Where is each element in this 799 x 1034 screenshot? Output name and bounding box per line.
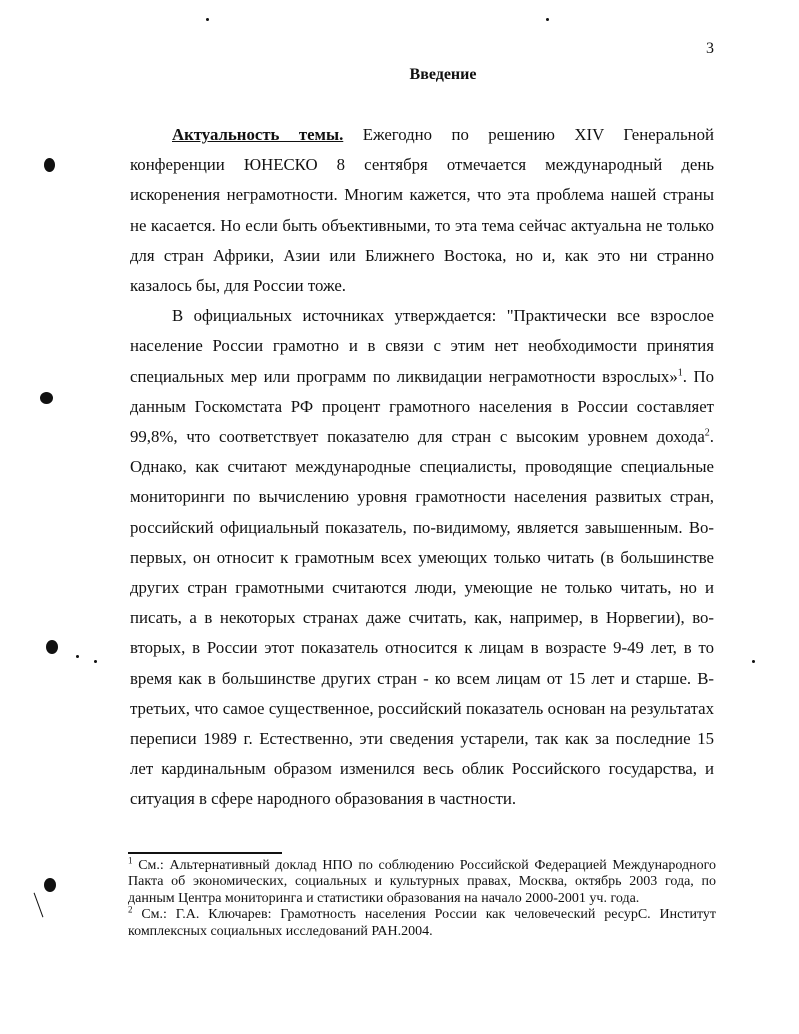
- footnote-2-mark: 2: [128, 904, 133, 915]
- intro-paragraph: [130, 120, 714, 301]
- footnote-2-text: См.: Г.А. Ключарев: Грамотность населения России как человеческий ресурС. Институт комплексных социальных исследований РАН.2004.: [128, 907, 716, 939]
- scan-speck: [40, 392, 53, 404]
- intro-lead: Актуальность темы.: [172, 125, 344, 144]
- scan-speck: [46, 640, 58, 654]
- scan-speck: [546, 18, 549, 21]
- page-title: Введение: [409, 66, 477, 83]
- scan-speck: [76, 655, 79, 658]
- scan-speck: [206, 18, 209, 21]
- main-text: [130, 120, 714, 815]
- paragraph-2-part1: В официальных источниках утверждается: "Практически все взрослое население России грамотно и в связи с этим нет необходимости принятия специальных мер или программ по ликвидации неграмотности взрослых»: [130, 306, 714, 386]
- scan-tail: [34, 893, 44, 918]
- scan-speck: [44, 158, 55, 172]
- intro-text: Ежегодно по решению XIV Генеральной конференции ЮНЕСКО 8 сентября отмечается международный день искоренения неграмотности. Многим кажется, что эта проблема нашей страны не касается. Но если быть объективными, то эта тема сейчас актуальна не только для стран Африки, Азии или Ближнего Востока, но и, как это ни странно казалось бы, для России тоже.: [130, 125, 714, 296]
- footnotes: [128, 855, 716, 940]
- scan-speck: [752, 660, 755, 663]
- paragraph-2: [130, 301, 714, 814]
- footnote-1-mark: 1: [128, 855, 133, 866]
- footnote-divider: [128, 852, 282, 854]
- scan-speck: [44, 878, 56, 892]
- paragraph-2-part3: . Однако, как считают международные специалисты, проводящие специальные мониторинги по вычислению уровня грамотности населения развитых стран, российский официальный показатель, по-видимому, является завышенным. Во-первых, он относит к грамотным всех умеющих только читать (в большинстве других стран грамотными считаются люди, умеющие не только читать, но и писать, а в некоторых странах даже считать, как, например, в Норвегии), во-вторых, в России этот показатель относится к лицам в возрасте 9-49 лет, в то время как в большинстве других стран - ко всем лицам от 15 лет и старше. В-третьих, что самое существенное, российский показатель основан на результатах переписи 1989 г. Естественно, эти сведения устарели, так как за последние 15 лет кардинальным образом изменился весь облик Российского государства, и ситуация в сфере народного образования в частности.: [130, 427, 714, 809]
- scan-speck: [94, 660, 97, 663]
- footnote-ref-1[interactable]: 1: [677, 367, 683, 379]
- footnote-1-text: См.: Альтернативный доклад НПО по соблюдению Российской Федерацией Международного Пакта об экономических, социальных и культурных правах, Москва, октябрь 2003 года, по данным Центра мониторинга и статистики образования на начало 2000-2001 уч. года.: [128, 858, 716, 906]
- page-number: 3: [706, 40, 714, 57]
- footnote-ref-2[interactable]: 2: [704, 427, 710, 439]
- footnote-1: [128, 855, 716, 907]
- paragraph-2-part2: . По данным Госкомстата РФ процент грамотного населения в России составляет 99,8%, что соответствует показателю для стран с высоким уровнем дохода: [130, 366, 714, 447]
- footnote-2: [128, 904, 716, 940]
